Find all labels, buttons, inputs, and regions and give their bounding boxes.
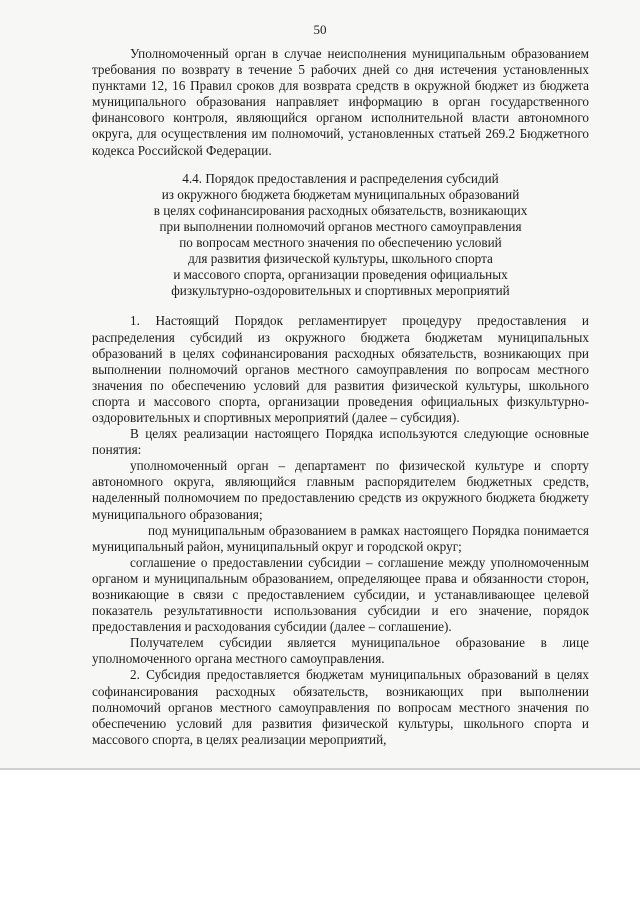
paragraph-definition-municipality: под муниципальным образованием в рамках настоящего Порядка понимается муниципальный район, муниципальный округ и городской округ; [92, 522, 589, 554]
section-heading-line: в целях софинансирования расходных обязательств, возникающих [153, 202, 528, 218]
document-body [92, 46, 589, 748]
paragraph-recipient: Получателем субсидии является муниципальное образование в лице уполномоченного органа местного самоуправления. [92, 635, 589, 667]
paragraph-2: 2. Субсидия предоставляется бюджетам муниципальных образований в целях софинансирования расходных обязательств, возникающих при выполнении полномочий органов местного самоуправления по вопросам местного значения по обеспечению условий для развития физической культуры, школьного спорта и массового спорта, в целях реализации мероприятий, [92, 667, 589, 747]
paragraph-definitions-intro: В целях реализации настоящего Порядка используются следующие основные понятия: [92, 426, 589, 458]
section-heading-line: при выполнении полномочий органов местного самоуправления [159, 218, 522, 234]
page-number: 50 [313, 22, 327, 37]
paragraph-definition-authority: уполномоченный орган – департамент по физической культуре и спорту автономного округа, являющийся главным распорядителем бюджетных средств, наделенный полномочием по предоставлению средств из окружного бюджета бюджету муниципального образования; [92, 458, 589, 522]
paragraph-authority-notice: Уполномоченный орган в случае неисполнения муниципальным образованием требования по возврату в течение 5 рабочих дней со дня истечения установленных пунктами 12, 16 Правил сроков для возврата средств в окружной бюджет из бюджета муниципального образования направляет информацию в орган государственного финансового контроля, являющийся органом исполнительной власти автономного округа, для осуществления им полномочий, установленных статьей 269.2 Бюджетного кодекса Российской Федерации. [92, 46, 589, 158]
section-heading-line: для развития физической культуры, школьного спорта [188, 251, 493, 267]
paragraph-1: 1. Настоящий Порядок регламентирует процедуру предоставления и распределения субсидий из окружного бюджета бюджетам муниципальных образований в целях софинансирования расходных обязательств, возникающих при выполнении полномочий органов местного самоуправления по вопросам местного значения по обеспечению условий для развития физической культуры, школьного спорта и массового спорта, организации проведения официальных физкультурно-оздоровительных и спортивных мероприятий (далее – субсидия). [92, 313, 589, 425]
section-heading-line: физкультурно-оздоровительных и спортивных мероприятий [171, 283, 510, 299]
section-heading-line: по вопросам местного значения по обеспечению условий [179, 235, 502, 251]
section-heading [92, 171, 589, 300]
section-heading-line: из окружного бюджета бюджетам муниципальных образований [161, 186, 520, 202]
section-heading-line: и массового спорта, организации проведения официальных [173, 267, 508, 283]
paragraph-definition-agreement: соглашение о предоставлении субсидии – соглашение между уполномоченным органом и муниципальным образованием, определяющее права и обязанности сторон, возникающие в связи с предоставлением субсидии, и устанавливающее целевой показатель результативности использования субсидии и его значение, порядок предоставления и расходования субсидии (далее – соглашение). [92, 554, 589, 635]
section-heading-line: 4.4. Порядок предоставления и распределения субсидий [182, 170, 499, 186]
